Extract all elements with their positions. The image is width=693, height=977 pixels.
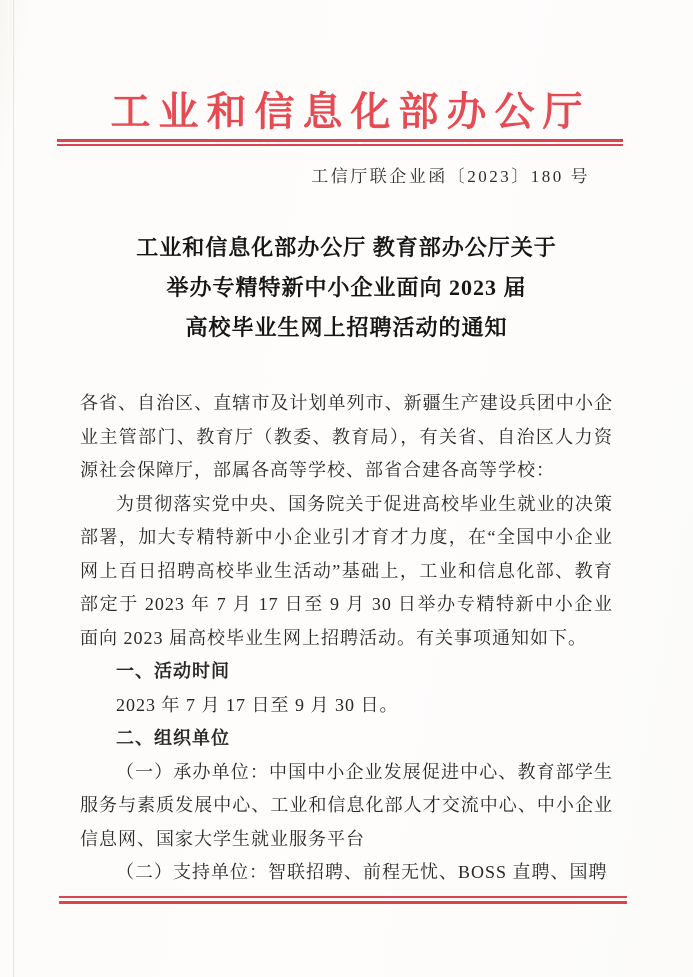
- footer-divider: [59, 896, 627, 904]
- intro-paragraph: 为贯彻落实党中央、国务院关于促进高校毕业生就业的决策部署，加大专精特新中小企业引才育才力度，在“全国中小企业网上百日招聘高校毕业生活动”基础上，工业和信息化部、教育部定于 2023 年 7 月 17 日至 9 月 30 日举办专精特新中小企业面向 2023 届高校毕业生网上招聘活动。有关事项通知如下。: [80, 493, 613, 648]
- document-title-line-1: 工业和信息化部办公厅 教育部办公厅关于: [136, 235, 557, 260]
- salutation-paragraph: 各省、自治区、直辖市及计划单列市、新疆生产建设兵团中小企业主管部门、教育厅（教委、教育局），有关省、自治区人力资源社会保障厅，部属各高等学校、部省合建各高等学校：: [80, 393, 613, 480]
- document-body: [80, 387, 613, 890]
- document-title-line-3: 高校毕业生网上招聘活动的通知: [185, 315, 508, 340]
- letterhead-title: 工业和信息化部办公厅: [110, 89, 591, 134]
- document-title-line-2: 举办专精特新中小企业面向 2023 届: [166, 275, 527, 300]
- section-1-heading: 一、活动时间: [116, 661, 230, 681]
- section-2-item-2: （二）支持单位：智联招聘、前程无忧、BOSS 直聘、国聘: [116, 862, 608, 882]
- section-1-body: 2023 年 7 月 17 日至 9 月 30 日。: [116, 694, 399, 715]
- document-number: 工信厅联企业函〔2023〕180 号: [311, 167, 590, 186]
- section-2-heading: 二、组织单位: [116, 728, 230, 748]
- paper-edge-line: [13, 0, 14, 977]
- section-2-item-1: （一）承办单位：中国中小企业发展促进中心、教育部学生服务与素质发展中心、工业和信息化部人才交流中心、中小企业信息网、国家大学生就业服务平台: [80, 761, 613, 849]
- letterhead-divider: [57, 139, 623, 146]
- letterhead-divider-thin-line: [57, 144, 623, 146]
- footer-divider-thick-line: [59, 901, 627, 904]
- document-title: [0, 228, 693, 348]
